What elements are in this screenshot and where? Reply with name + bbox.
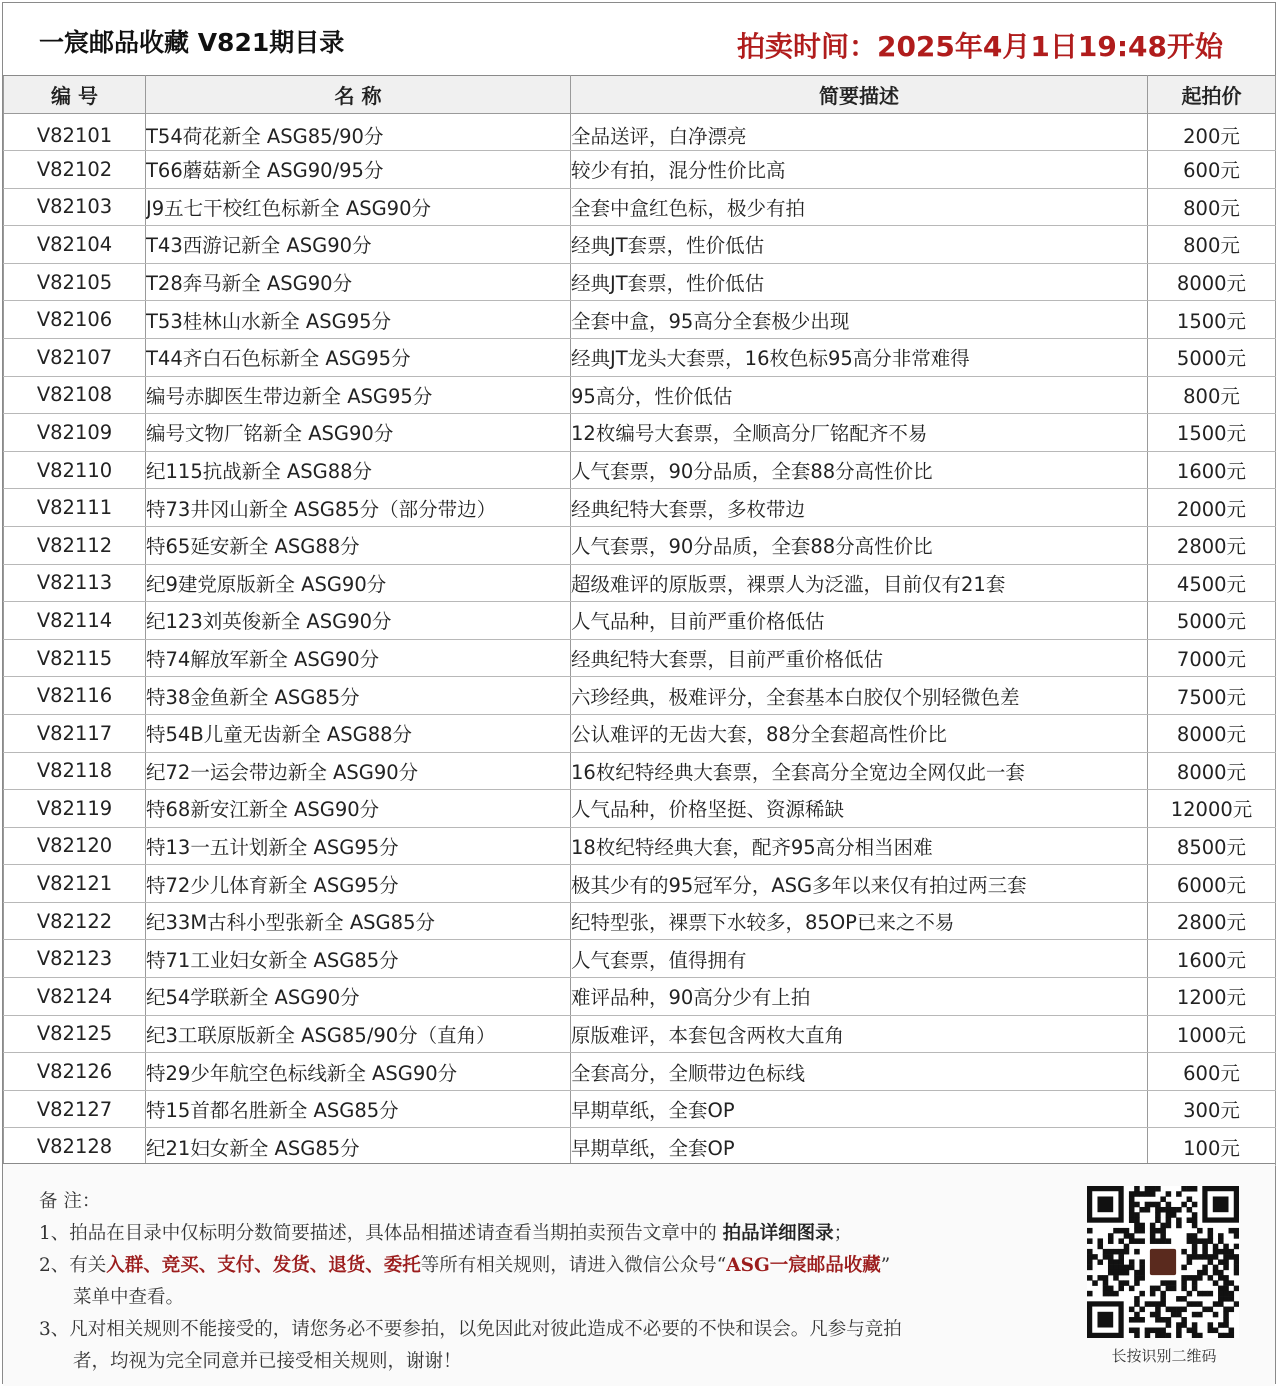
table-row [4, 677, 1276, 715]
lot-name: 纪72一运会带边新全 ASG90分 [146, 752, 571, 790]
note-2-line2: 菜单中查看。 [73, 1287, 185, 1308]
lot-starting-price: 300元 [1148, 1090, 1276, 1128]
lot-description: 经典JT套票，性价低估 [571, 263, 1148, 301]
lot-number: V82109 [4, 414, 146, 452]
lot-name: T53桂林山水新全 ASG95分 [146, 301, 571, 339]
lot-name: 特29少年航空色标线新全 ASG90分 [146, 1053, 571, 1091]
lot-number: V82103 [4, 188, 146, 226]
lot-starting-price: 1500元 [1148, 301, 1276, 339]
note-2-end: ” [880, 1255, 891, 1276]
table-row [4, 714, 1276, 752]
lot-starting-price: 1200元 [1148, 978, 1276, 1016]
lot-name: 特15首都名胜新全 ASG85分 [146, 1090, 571, 1128]
lot-number: V82128 [4, 1128, 146, 1166]
lot-number: V82107 [4, 338, 146, 376]
lot-description: 较少有拍，混分性价比高 [571, 151, 1148, 189]
lot-description: 95高分，性价低估 [571, 376, 1148, 414]
lot-name: T54荷花新全 ASG85/90分 [146, 114, 571, 151]
lot-name: 特65延安新全 ASG88分 [146, 526, 571, 564]
lot-name: 特73井冈山新全 ASG85分（部分带边） [146, 489, 571, 527]
note-3-line2: 者，均视为完全同意并已接受相关规则，谢谢！ [73, 1351, 462, 1372]
lot-description: 人气套票，值得拥有 [571, 940, 1148, 978]
lot-name: 纪3工联原版新全 ASG85/90分（直角） [146, 1015, 571, 1053]
table-row [4, 978, 1276, 1016]
lot-name: T66蘑菇新全 ASG90/95分 [146, 151, 571, 189]
table-row [4, 1053, 1276, 1091]
table-row [4, 790, 1276, 828]
lot-name: T44齐白石色标新全 ASG95分 [146, 338, 571, 376]
table-row [4, 902, 1276, 940]
lot-number: V82101 [4, 114, 146, 151]
lot-starting-price: 600元 [1148, 151, 1276, 189]
table-row [4, 301, 1276, 339]
lot-starting-price: 1600元 [1148, 940, 1276, 978]
lot-number: V82120 [4, 827, 146, 865]
lot-description: 经典纪特大套票，多枚带边 [571, 489, 1148, 527]
lot-starting-price: 2000元 [1148, 489, 1276, 527]
lot-description: 全套中盒红色标，极少有拍 [571, 188, 1148, 226]
table-row [4, 338, 1276, 376]
table-row [4, 151, 1276, 189]
note-2-account: ASG一宸邮品收藏 [726, 1255, 881, 1276]
lot-number: V82121 [4, 865, 146, 903]
note-1-detail-catalog: 拍品详细图录 [722, 1223, 834, 1244]
lot-number: V82111 [4, 489, 146, 527]
table-row [4, 414, 1276, 452]
lot-number: V82115 [4, 639, 146, 677]
notes-heading: 备 注： [39, 1191, 101, 1212]
table-row [4, 526, 1276, 564]
lot-starting-price: 12000元 [1148, 790, 1276, 828]
lot-number: V82116 [4, 677, 146, 715]
column-header-price: 起拍价 [1148, 76, 1276, 114]
lot-name: 编号赤脚医生带边新全 ASG95分 [146, 376, 571, 414]
lot-starting-price: 8000元 [1148, 752, 1276, 790]
lot-starting-price: 200元 [1148, 114, 1276, 151]
table-row [4, 188, 1276, 226]
lot-number: V82117 [4, 714, 146, 752]
qr-caption: 长按识别二维码 [1111, 1347, 1217, 1365]
table-row [4, 752, 1276, 790]
lot-name: 纪21妇女新全 ASG85分 [146, 1128, 571, 1166]
lot-description: 公认难评的无齿大套，88分全套超高性价比 [571, 714, 1148, 752]
lot-starting-price: 100元 [1148, 1128, 1276, 1166]
table-row [4, 1128, 1276, 1166]
note-3-line1: 3、凡对相关规则不能接受的，请您务必不要参拍，以免因此对彼此造成不必要的不快和误会。凡参与竞拍 [39, 1319, 902, 1340]
lot-starting-price: 800元 [1148, 188, 1276, 226]
lot-number: V82110 [4, 451, 146, 489]
lot-description: 人气品种，价格坚挺、资源稀缺 [571, 790, 1148, 828]
column-header-id: 编 号 [4, 76, 146, 114]
lot-number: V82105 [4, 263, 146, 301]
lot-name: 特74解放军新全 ASG90分 [146, 639, 571, 677]
lot-description: 全套中盒，95高分全套极少出现 [571, 301, 1148, 339]
lot-name: 纪115抗战新全 ASG88分 [146, 451, 571, 489]
lot-description: 人气套票，90分品质，全套88分高性价比 [571, 526, 1148, 564]
lot-starting-price: 1500元 [1148, 414, 1276, 452]
lot-name: 纪33M古科小型张新全 ASG85分 [146, 902, 571, 940]
lot-starting-price: 7000元 [1148, 639, 1276, 677]
lot-name: J9五七干校红色标新全 ASG90分 [146, 188, 571, 226]
lot-name: 纪9建党原版新全 ASG90分 [146, 564, 571, 602]
table-row [4, 564, 1276, 602]
lot-name: 特38金鱼新全 ASG85分 [146, 677, 571, 715]
lot-description: 原版难评，本套包含两枚大直角 [571, 1015, 1148, 1053]
lot-description: 经典纪特大套票，目前严重价格低估 [571, 639, 1148, 677]
notes-section [3, 1163, 1275, 1386]
table-row [4, 263, 1276, 301]
notes-text [39, 1186, 1049, 1378]
lot-name: 纪123刘英俊新全 ASG90分 [146, 602, 571, 640]
lot-description: 超级难评的原版票，裸票人为泛滥，目前仅有21套 [571, 564, 1148, 602]
lot-description: 六珍经典，极难评分，全套基本白胶仅个别轻微色差 [571, 677, 1148, 715]
table-row [4, 602, 1276, 640]
lot-starting-price: 5000元 [1148, 338, 1276, 376]
lot-starting-price: 6000元 [1148, 865, 1276, 903]
lot-starting-price: 800元 [1148, 226, 1276, 264]
table-row [4, 827, 1276, 865]
lot-name: 特72少儿体育新全 ASG95分 [146, 865, 571, 903]
lot-number: V82106 [4, 301, 146, 339]
lot-name: 特71工业妇女新全 ASG85分 [146, 940, 571, 978]
lot-number: V82108 [4, 376, 146, 414]
lot-name: 编号文物厂铭新全 ASG90分 [146, 414, 571, 452]
lot-name: 特68新安江新全 ASG90分 [146, 790, 571, 828]
lot-number: V82127 [4, 1090, 146, 1128]
lot-number: V82113 [4, 564, 146, 602]
lot-name: 纪54学联新全 ASG90分 [146, 978, 571, 1016]
lot-starting-price: 1600元 [1148, 451, 1276, 489]
lot-number: V82123 [4, 940, 146, 978]
lot-starting-price: 800元 [1148, 376, 1276, 414]
lot-starting-price: 2800元 [1148, 526, 1276, 564]
note-2 [39, 1250, 1049, 1282]
lot-description: 16枚纪特经典大套票，全套高分全宽边全网仅此一套 [571, 752, 1148, 790]
note-1-suffix: ； [833, 1223, 853, 1244]
lot-starting-price: 4500元 [1148, 564, 1276, 602]
note-2-prefix: 2、有关 [39, 1255, 107, 1276]
lot-name: 特13一五计划新全 ASG95分 [146, 827, 571, 865]
lot-starting-price: 8500元 [1148, 827, 1276, 865]
lot-number: V82126 [4, 1053, 146, 1091]
note-1-prefix: 1、拍品在目录中仅标明分数简要描述，具体品相描述请查看当期拍卖预告文章中的 [39, 1223, 723, 1244]
lot-starting-price: 2800元 [1148, 902, 1276, 940]
table-row [4, 639, 1276, 677]
table-row [4, 1090, 1276, 1128]
lot-description: 难评品种，90高分少有上拍 [571, 978, 1148, 1016]
lot-description: 人气套票，90分品质，全套88分高性价比 [571, 451, 1148, 489]
lot-description: 全套高分，全顺带边色标线 [571, 1053, 1148, 1091]
table-row [4, 1015, 1276, 1053]
lot-number: V82102 [4, 151, 146, 189]
note-2-rules: 入群、竞买、支付、发货、退货、委托 [106, 1255, 421, 1276]
lot-description: 人气品种，目前严重价格低估 [571, 602, 1148, 640]
lot-number: V82124 [4, 978, 146, 1016]
lot-description: 早期草纸，全套OP [571, 1128, 1148, 1166]
catalog-sheet [2, 2, 1276, 1384]
lot-number: V82119 [4, 790, 146, 828]
lot-name: 特54B儿童无齿新全 ASG88分 [146, 714, 571, 752]
lot-starting-price: 1000元 [1148, 1015, 1276, 1053]
lot-starting-price: 8000元 [1148, 714, 1276, 752]
lot-starting-price: 600元 [1148, 1053, 1276, 1091]
table-row [4, 114, 1276, 151]
lot-name: T43西游记新全 ASG90分 [146, 226, 571, 264]
lot-number: V82122 [4, 902, 146, 940]
lot-description: 经典JT套票，性价低估 [571, 226, 1148, 264]
lot-description: 早期草纸，全套OP [571, 1090, 1148, 1128]
lot-name: T28奔马新全 ASG90分 [146, 263, 571, 301]
table-row [4, 451, 1276, 489]
table-row [4, 865, 1276, 903]
lot-description: 18枚纪特经典大套，配齐95高分相当困难 [571, 827, 1148, 865]
catalog-body [4, 114, 1276, 1166]
table-header-row [4, 76, 1276, 114]
table-row [4, 376, 1276, 414]
lot-number: V82104 [4, 226, 146, 264]
lot-description: 全品送评，白净漂亮 [571, 114, 1148, 151]
catalog-table [3, 75, 1276, 1166]
lot-starting-price: 8000元 [1148, 263, 1276, 301]
lot-number: V82112 [4, 526, 146, 564]
catalog-title: 一宸邮品收藏 V821期目录 [39, 28, 345, 57]
note-1 [39, 1218, 1049, 1250]
qr-code-graphic [1087, 1186, 1239, 1338]
lot-number: V82118 [4, 752, 146, 790]
table-row [4, 226, 1276, 264]
lot-number: V82114 [4, 602, 146, 640]
catalog-header [3, 3, 1275, 75]
lot-starting-price: 5000元 [1148, 602, 1276, 640]
auction-time: 拍卖时间：2025年4月1日19:48开始 [736, 30, 1223, 63]
lot-description: 纪特型张，裸票下水较多，85OP已来之不易 [571, 902, 1148, 940]
lot-starting-price: 7500元 [1148, 677, 1276, 715]
lot-number: V82125 [4, 1015, 146, 1053]
lot-description: 经典JT龙头大套票，16枚色标95高分非常难得 [571, 338, 1148, 376]
table-row [4, 940, 1276, 978]
table-row [4, 489, 1276, 527]
column-header-description: 简要描述 [571, 76, 1148, 114]
note-2-mid: 等所有相关规则，请进入微信公众号“ [420, 1255, 727, 1276]
qr-code[interactable] [1087, 1186, 1239, 1338]
lot-description: 12枚编号大套票，全顺高分厂铭配齐不易 [571, 414, 1148, 452]
column-header-name: 名 称 [146, 76, 571, 114]
lot-description: 极其少有的95冠军分，ASG多年以来仅有拍过两三套 [571, 865, 1148, 903]
